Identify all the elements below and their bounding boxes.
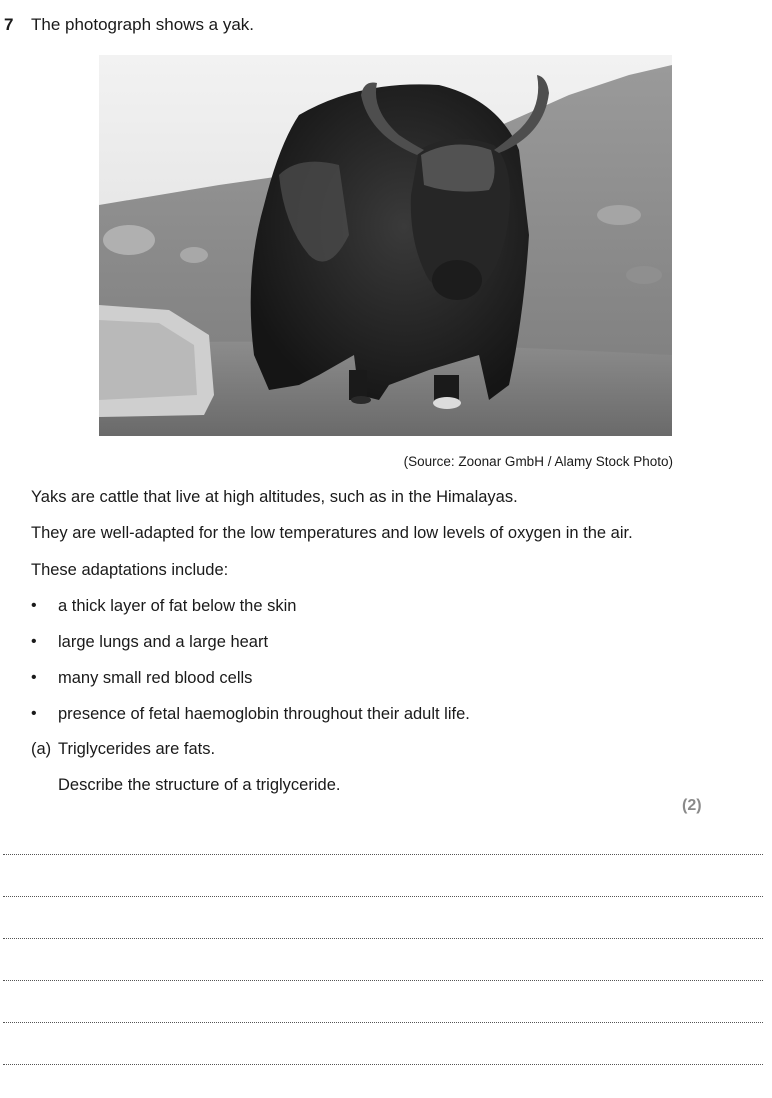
question-intro: The photograph shows a yak. [31,15,255,34]
part-a-statement: Triglycerides are fats. [58,740,216,758]
bullet-marker: • [31,669,37,686]
answer-line-4[interactable] [3,980,763,981]
marks-indicator: (2) [682,797,702,814]
bullet-item-3: many small red blood cells [58,669,253,687]
context-paragraph-2: They are well-adapted for the low temperatures and low levels of oxygen in the air. [31,524,633,542]
part-a-instruction: Describe the structure of a triglyceride. [58,776,341,794]
context-paragraph-3: These adaptations include: [31,561,229,579]
bullet-marker: • [31,705,37,722]
bullet-marker: • [31,633,37,650]
bullet-marker: • [31,597,37,614]
answer-line-6[interactable] [3,1064,763,1065]
image-source-caption: (Source: Zoonar GmbH / Alamy Stock Photo) [403,454,673,469]
bullet-item-4: presence of fetal haemoglobin throughout their adult life. [58,705,470,723]
answer-line-2[interactable] [3,896,763,897]
question-number: 7 [4,15,14,34]
bullet-item-1: a thick layer of fat below the skin [58,597,297,615]
answer-line-5[interactable] [3,1022,763,1023]
part-a-label: (a) [31,740,52,758]
bullet-item-2: large lungs and a large heart [58,633,269,651]
yak-photograph [99,55,672,436]
context-paragraph-1: Yaks are cattle that live at high altitudes, such as in the Himalayas. [31,488,518,506]
answer-line-1[interactable] [3,854,763,855]
answer-line-3[interactable] [3,938,763,939]
